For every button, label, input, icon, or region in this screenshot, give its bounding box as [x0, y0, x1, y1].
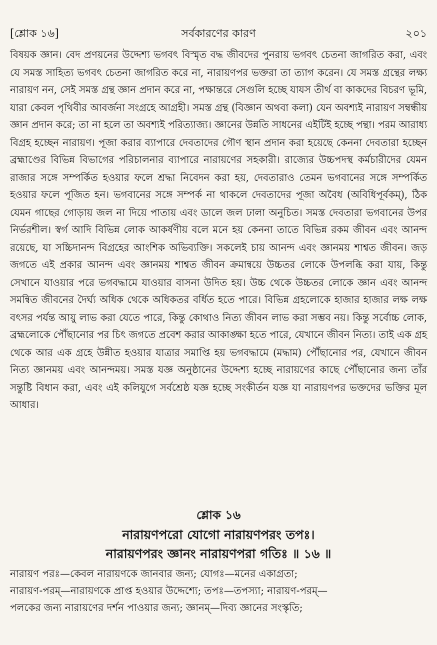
word-meaning-line: পলকের জন্য নারায়ণের দর্শন পাওয়ার জন্য; জ্ঞানম্—দিব্য জ্ঞানের সংস্কৃতি; — [10, 603, 303, 614]
word-meanings — [10, 566, 427, 617]
page-number: ২০১ — [405, 26, 427, 40]
verse-heading: শ্লোক ১৬ — [196, 508, 241, 522]
verse-line-2: নারায়ণপরং জ্ঞানং নারায়ণপরা গতিঃ ॥ ১৬ ॥ — [105, 546, 332, 561]
purport-paragraph: বিষয়ক জ্ঞান। বেদ প্রণয়নের উদ্দেশ্য ভগবৎ বিস্মৃত বদ্ধ জীবদের পুনরায় ভগবৎ চেতনা জাগরিত করা, এবং যে সমস্ত সাহিত্য ভগবৎ চেতনা জাগরিত করে না, নারায়ণপর ভক্তরা তা ত্যাগ করেন। যে সমস্ত গ্রন্থের লক্ষ্য নারায়ণ নন, সেই সমস্ত গ্রন্থ জ্ঞান প্রদান করে না, পক্ষান্তরে সেগুলি হচ্ছে যাযস তীর্থ বা কাকদের বিচরণ ভূমি, যারা কেবল পৃথিবীর আবর্জনা সংগ্রহে আগ্রহী। সমস্ত গ্রন্থ (বিজ্ঞান অথবা কলা) যেন অবশ্যই নারায়ণ সম্বন্ধীয় জ্ঞান প্রদান করে; তা না হলে তা অবশ্যই পরিত্যাজ্য। জ্ঞানের উন্নতি সাধনের এইটিই হচ্ছে পন্থা। পরম আরাধ্য বিগ্রহ হচ্ছেন নারায়ণ। পূজা করার ব্যাপারে দেবতাদের গৌণ স্থান প্রদান করা হয়েছে কেননা দেবতারা হচ্ছেন ব্রহ্মাণ্ডের বিভিন্ন বিভাগের পরিচালনার ব্যাপারে নারায়ণের সহকারী। রাজ্যের উচ্চপদস্থ কর্মচারীদের যেমন রাজার সঙ্গে সম্পর্কিত হওয়ার ফলে শ্রদ্ধা নিবেদন করা হয়, দেবতারাও তেমন ভগবানের সঙ্গে সম্পর্কিত হওয়ার ফলে পূজিত হন। ভগবানের সঙ্গে সম্পর্ক না থাকলে দেবতাদের পূজা অবৈধ (অবিধিপূর্বকম্), ঠিক যেমন গাছের গোড়ায় জল না দিয়ে পাতায় এবং ডালে জল ঢালা অনুচিত। সমস্ত দেবতারা ভগবানের উপর নির্ভরশীল। স্বর্গ আদি বিভিন্ন লোক আকর্ষণীয় বলে মনে হয় কেননা তাতে বিভিন্ন রকম জীবন এবং আনন্দ রয়েছে, যা সচ্চিদানন্দ বিগ্রহের আংশিক অভিব্যক্তি। সকলেই চায় আনন্দ এবং জ্ঞানময় শাশ্বত জীবন। জড় জগতে এই প্রকার আনন্দ এবং জ্ঞানময় শাশ্বত জীবন ক্রমান্বয়ে উচ্চতর লোকে উপলব্ধি করা যায়, কিন্তু সেখানে যাওয়ার পরে ভগবদ্ধামে যাওয়ার বাসনা উদিত হয়। উচ্চ থেকে উচ্চতর লোকে জ্ঞান এবং আনন্দ সমন্বিত জীবনের দৈর্ঘ্য অধিক থেকে অধিকতর বর্ধিত হতে পারে। বিভিন্ন গ্রহলোকে হাজার হাজার লক্ষ লক্ষ বৎসর পর্যন্ত আয়ু লাভ করা যেতে পারে, কিন্তু কোথাও নিত্য জীবন লাভ করা সম্ভব নয়। কিন্তু সর্বোচ্চ লোক, ব্রহ্মলোকে পৌঁছানোর পর চিৎ জগতে প্রবেশ করার আকাঙ্ক্ষা হতে পারে, যেখানে জীবন নিত্য। তাই এক গ্রহ থেকে আর এক গ্রহে উন্নীত হওয়ার যাত্রার সমাপ্তি হয় ভগবদ্ধামে (মদ্ধাম) পৌঁছানোর পর, যেখানে জীবন নিত্য জ্ঞানময় এবং আনন্দময়। সমস্ত যজ্ঞ অনুষ্ঠানের উদ্দেশ্য হচ্ছে নারায়ণের কাছে পৌঁছানোর জন্য তাঁর সন্তুষ্টি বিধান করা, এবং এই কলিযুগে সর্বশ্রেষ্ঠ যজ্ঞ হচ্ছে সংকীর্তন যজ্ঞ যা নারায়ণপর ভক্তদের ভক্তির মূল আধার। — [10, 50, 427, 411]
sanskrit-verse — [0, 525, 437, 563]
word-meaning-line: নারায়ণ পরঃ—কেবল নারায়ণকে জানবার জন্য; যোগঃ—মনের একাগ্রতা; — [10, 569, 298, 580]
header-chapter-title: সর্বকারণের কারণ — [181, 26, 256, 40]
page-header — [10, 26, 427, 42]
verse-line-1: নারায়ণপরো যোগো নারায়ণপরং তপঃ। — [122, 527, 315, 542]
word-meaning-line: নারায়ণ-পরম্—নারায়ণকে প্রাপ্ত হওয়ার উদ্দেশ্যে; তপঃ—তপস্যা; নারায়ণ-পরম্— — [10, 586, 328, 597]
header-verse-ref: [শ্লোক ১৬] — [10, 26, 59, 40]
purport-text — [10, 47, 427, 415]
